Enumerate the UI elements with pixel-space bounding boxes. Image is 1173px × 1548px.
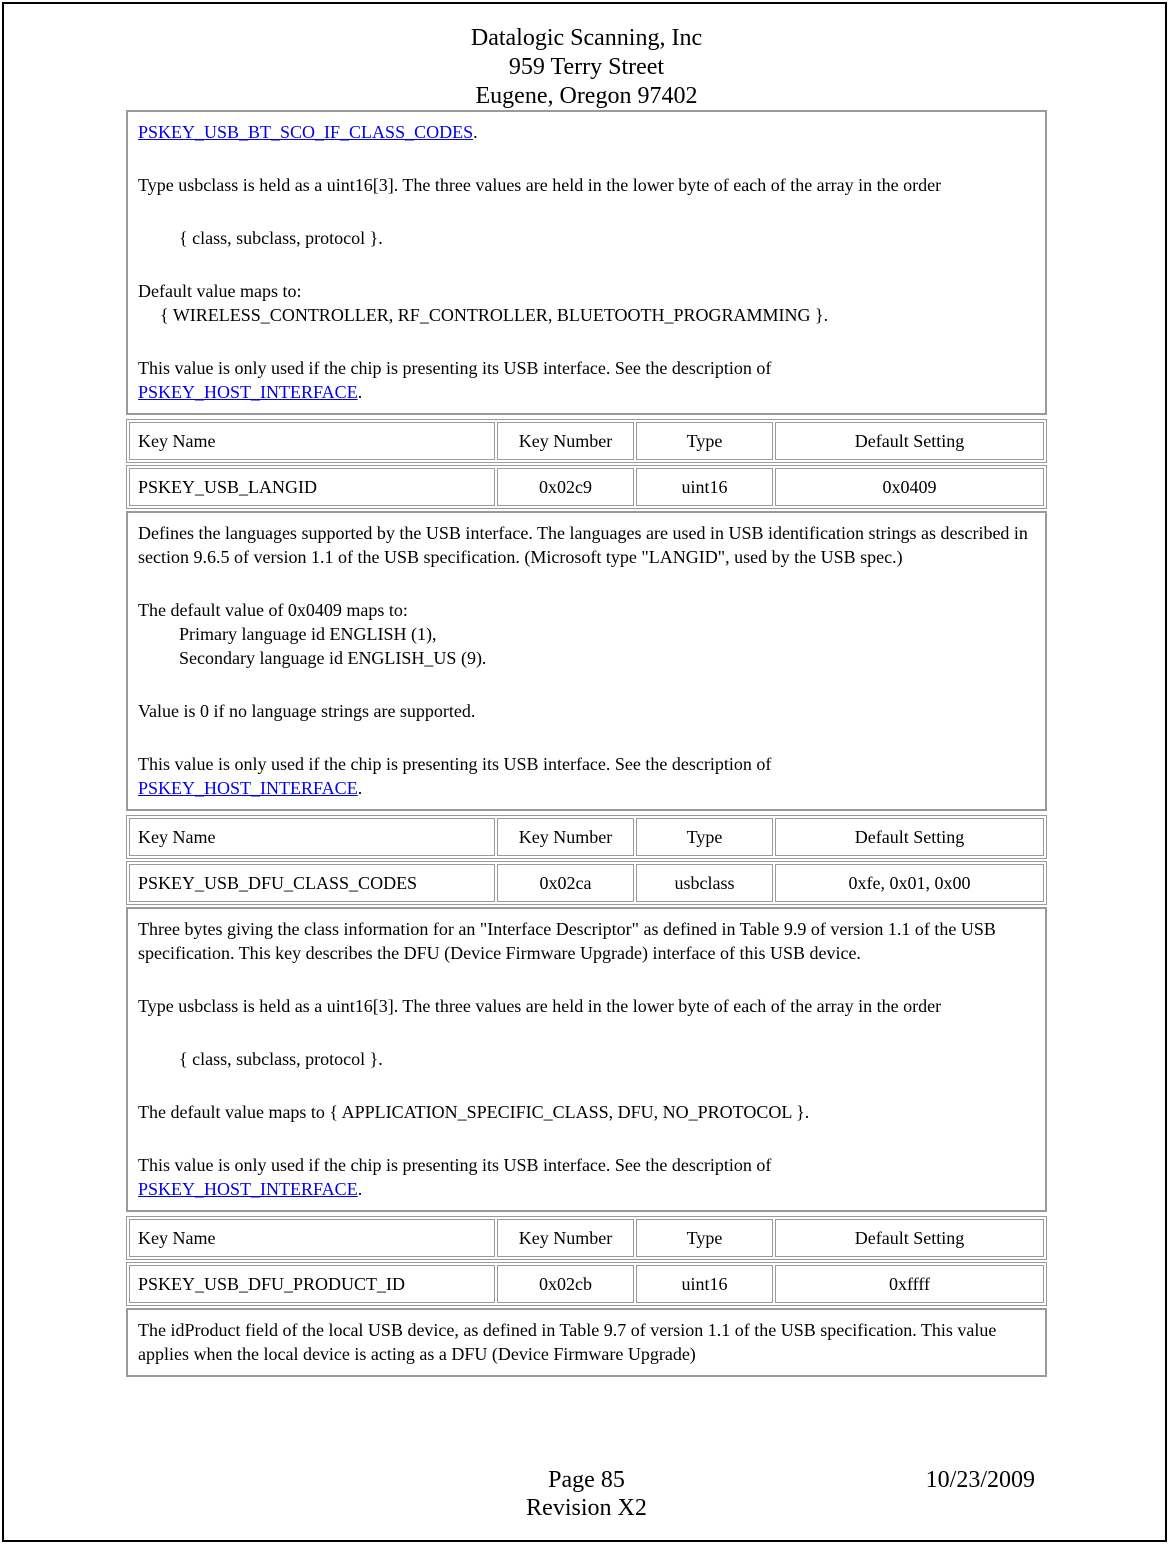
description-paragraph: Value is 0 if no language strings are supported. [138,701,476,721]
type-cell: uint16 [636,468,773,506]
table-header-row [129,422,1044,460]
table-row [129,864,1044,902]
header-type: Type [636,422,773,460]
description-paragraph: Three bytes giving the class information for an "Interface Descriptor" as defined in Table 9.9 of version 1.1 of the USB specification. This key describes the DFU (Device Firmware Upgrade) interface of this USB device. [138,919,996,963]
table-row [129,468,1044,506]
footer-date: 10/23/2009 [925,1467,1035,1493]
company-name: Datalogic Scanning, Inc [470,25,703,51]
key-number-cell: 0x02c9 [497,468,634,506]
type-cell: usbclass [636,864,773,902]
page-number: Page 85 [548,1467,625,1493]
description-paragraph: This value is only used if the chip is presenting its USB interface. See the description of [138,754,772,774]
description-paragraph: This value is only used if the chip is presenting its USB interface. See the description of [138,358,772,378]
description-paragraph: Type usbclass is held as a uint16[3]. The three values are held in the lower byte of each of the array in the order [138,996,942,1016]
description-paragraph: Type usbclass is held as a uint16[3]. The three values are held in the lower byte of each of the array in the order [138,175,942,195]
description-box-usb-dfu-product-id [126,1308,1047,1377]
description-paragraph: { class, subclass, protocol }. [179,1049,383,1069]
description-line: { WIRELESS_CONTROLLER, RF_CONTROLLER, BLUETOOTH_PROGRAMMING }. [160,305,829,325]
street-address: 959 Terry Street [508,54,665,80]
description-paragraph: { class, subclass, protocol }. [179,228,383,248]
header-type: Type [636,1219,773,1257]
pskey-usb-bt-sco-link[interactable]: PSKEY_USB_BT_SCO_IF_CLASS_CODES [138,122,474,142]
table-row [129,1265,1044,1303]
key-values-usb-dfu-class-codes [126,861,1047,905]
header-key-name: Key Name [129,422,495,460]
default-setting-cell: 0xffff [775,1265,1044,1303]
header-type: Type [636,818,773,856]
header-key-number: Key Number [497,1219,634,1257]
description-paragraph: This value is only used if the chip is presenting its USB interface. See the description of [138,1155,772,1175]
pskey-host-interface-link[interactable]: PSKEY_HOST_INTERFACE [138,1179,358,1199]
default-setting-cell: 0x0409 [775,468,1044,506]
header-default-setting: Default Setting [775,1219,1044,1257]
type-cell: uint16 [636,1265,773,1303]
description-box-usb-dfu-class-codes: Three bytes giving the class information for an "Interface Descriptor" as defined in Table 9.9 of version 1.1 of the USB specification. This key describes the DFU (Device Firmware Upgrade) interface of this USB device. Type usbclass is held as a uint16[3]. The three values are held in the lower byte of each of the array in the order { class, subclass, protocol }. The default value maps to { APPLICATION_SPECIFIC_CLASS, DFU, NO_PROTOCOL }. This value is only used if the chip is presenting its USB interface. See the description of PSKEY_HOST_INTERFACE. [126,907,1047,1212]
pskey-host-interface-link[interactable]: PSKEY_HOST_INTERFACE [138,778,358,798]
header-key-number: Key Number [497,422,634,460]
key-number-cell: 0x02ca [497,864,634,902]
description-line: Secondary language id ENGLISH_US (9). [179,648,487,668]
key-values-usb-dfu-product-id [126,1262,1047,1306]
description-box-usb-langid: Defines the languages supported by the USB interface. The languages are used in USB identification strings as described in section 9.6.5 of version 1.1 of the USB specification. (Microsoft type "LANGID", used by the USB spec.) The default value of 0x0409 maps to: Primary language id ENGLISH (1), Secondary language id ENGLISH_US (9). Value is 0 if no language strings are supported. This value is only used if the chip is presenting its USB interface. See the description of PSKEY_HOST_INTERFACE. [126,511,1047,811]
document-body [126,110,1047,1381]
pskey-host-interface-link[interactable]: PSKEY_HOST_INTERFACE [138,382,358,402]
default-setting-cell: 0xfe, 0x01, 0x00 [775,864,1044,902]
city-address: Eugene, Oregon 97402 [475,83,698,109]
key-table-usb-dfu-product-id [126,1216,1047,1260]
key-table-usb-langid [126,419,1047,463]
description-box-usb-bt-sco: PSKEY_USB_BT_SCO_IF_CLASS_CODES. Type usbclass is held as a uint16[3]. The three values are held in the lower byte of each of the array in the order { class, subclass, protocol }. Default value maps to: { WIRELESS_CONTROLLER, RF_CONTROLLER, BLUETOOTH_PROGRAMMING }. This value is only used if the chip is presenting its USB interface. See the description of PSKEY_HOST_INTERFACE. [126,110,1047,415]
header-key-name: Key Name [129,818,495,856]
key-table-usb-dfu-class-codes [126,815,1047,859]
key-name-cell: PSKEY_USB_DFU_CLASS_CODES [129,864,495,902]
description-paragraph: The idProduct field of the local USB device, as defined in Table 9.7 of version 1.1 of the USB specification. This value applies when the local device is acting as a DFU (Device Firmware Upgrade) [138,1320,997,1364]
table-header-row [129,818,1044,856]
key-number-cell: 0x02cb [497,1265,634,1303]
key-values-usb-langid [126,465,1047,509]
table-header-row [129,1219,1044,1257]
description-line: Default value maps to: [138,281,302,301]
letterhead [0,24,1173,111]
description-paragraph: The default value maps to { APPLICATION_SPECIFIC_CLASS, DFU, NO_PROTOCOL }. [138,1102,810,1122]
header-key-name: Key Name [129,1219,495,1257]
description-paragraph: Defines the languages supported by the USB interface. The languages are used in USB identification strings as described in section 9.6.5 of version 1.1 of the USB specification. (Microsoft type "LANGID", used by the USB spec.) [138,523,1028,567]
key-name-cell: PSKEY_USB_LANGID [129,468,495,506]
description-line: The default value of 0x0409 maps to: [138,600,408,620]
header-default-setting: Default Setting [775,818,1044,856]
description-line: Primary language id ENGLISH (1), [179,624,437,644]
revision: Revision X2 [526,1495,647,1521]
header-default-setting: Default Setting [775,422,1044,460]
header-key-number: Key Number [497,818,634,856]
key-name-cell: PSKEY_USB_DFU_PRODUCT_ID [129,1265,495,1303]
